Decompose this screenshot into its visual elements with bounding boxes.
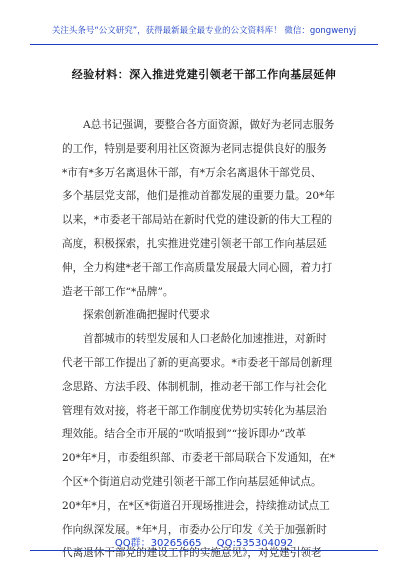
paragraph-line: 代老干部工作提出了新的更高要求。*市委老干部局创新理 (62, 356, 333, 369)
paragraph-line: 管理有效对接，将老干部工作制度优势切实转化为基层治 (62, 404, 327, 417)
paragraph-line: 的工作，特别是要利用社区资源为老同志提供良好的服务 (62, 142, 327, 155)
paragraph-line: A总书记强调，要整合各方面资源，做好为老同志服务 (83, 119, 335, 131)
document-title: 经验材料：深入推进党建引领老干部工作向基层延伸 (71, 68, 337, 81)
document-body (62, 114, 356, 566)
paragraph-line: 作向纵深发展。*年*月，市委办公厅印发《关于加强新时 (62, 523, 327, 536)
section-heading (62, 304, 356, 328)
paragraph-line: 20*年*月，在*区*街道召开现场推进会，持续推动试点工 (62, 499, 330, 512)
paragraph-line: *市有*多万名离退休干部，有*万余名离退休干部党员、 (62, 166, 322, 179)
page-header-banner: 关注头条号“公文研究”，获得最新最全最专业的公文资料库！ 微信：gongwenyj (51, 26, 357, 36)
paragraph-line: 以来，*市委老干部局站在新时代党的建设新的伟大工程的 (62, 214, 333, 227)
paragraph-1 (62, 114, 356, 304)
footer-qq-group: QQ群：30265665 (114, 538, 202, 549)
header-divider (30, 44, 378, 45)
paragraph-line: 20*年*月，市委组织部、市委老干部局联合下发通知，在* (62, 452, 336, 465)
paragraph-line: 多个基层党支部，他们是推动首都发展的重要力量。20*年 (62, 190, 336, 203)
paragraph-line: 个区*个街道启动党建引领老干部工作向基层延伸试点。 (62, 475, 322, 488)
paragraph-line: 代离退休干部党的建设工作的实施意见》，对党建引领老 (62, 547, 322, 560)
footer-qq-contact: QQ:535304092 (216, 538, 294, 549)
paragraph-line: 理效能。结合全市开展的“吹哨报到”“接诉即办”改革 (62, 428, 307, 441)
paragraph-line: 高度，积极探索，扎实推进党建引领老干部工作向基层延 (62, 237, 327, 250)
paragraph-2 (62, 328, 356, 566)
footer-divider (30, 550, 378, 551)
paragraph-line: 念思路、方法手段、体制机制，推动老干部工作与社会化 (62, 380, 327, 393)
paragraph-line: 造老干部工作“*品牌”。 (62, 285, 174, 298)
section-heading-text: 探索创新准确把握时代要求 (83, 309, 211, 322)
paragraph-line: 伸，全力构建*老干部工作高质量发展最大同心圆，着力打 (62, 261, 333, 274)
paragraph-line: 首都城市的转型发展和人口老龄化加速推进，对新时 (83, 333, 327, 346)
page-footer (30, 534, 378, 549)
